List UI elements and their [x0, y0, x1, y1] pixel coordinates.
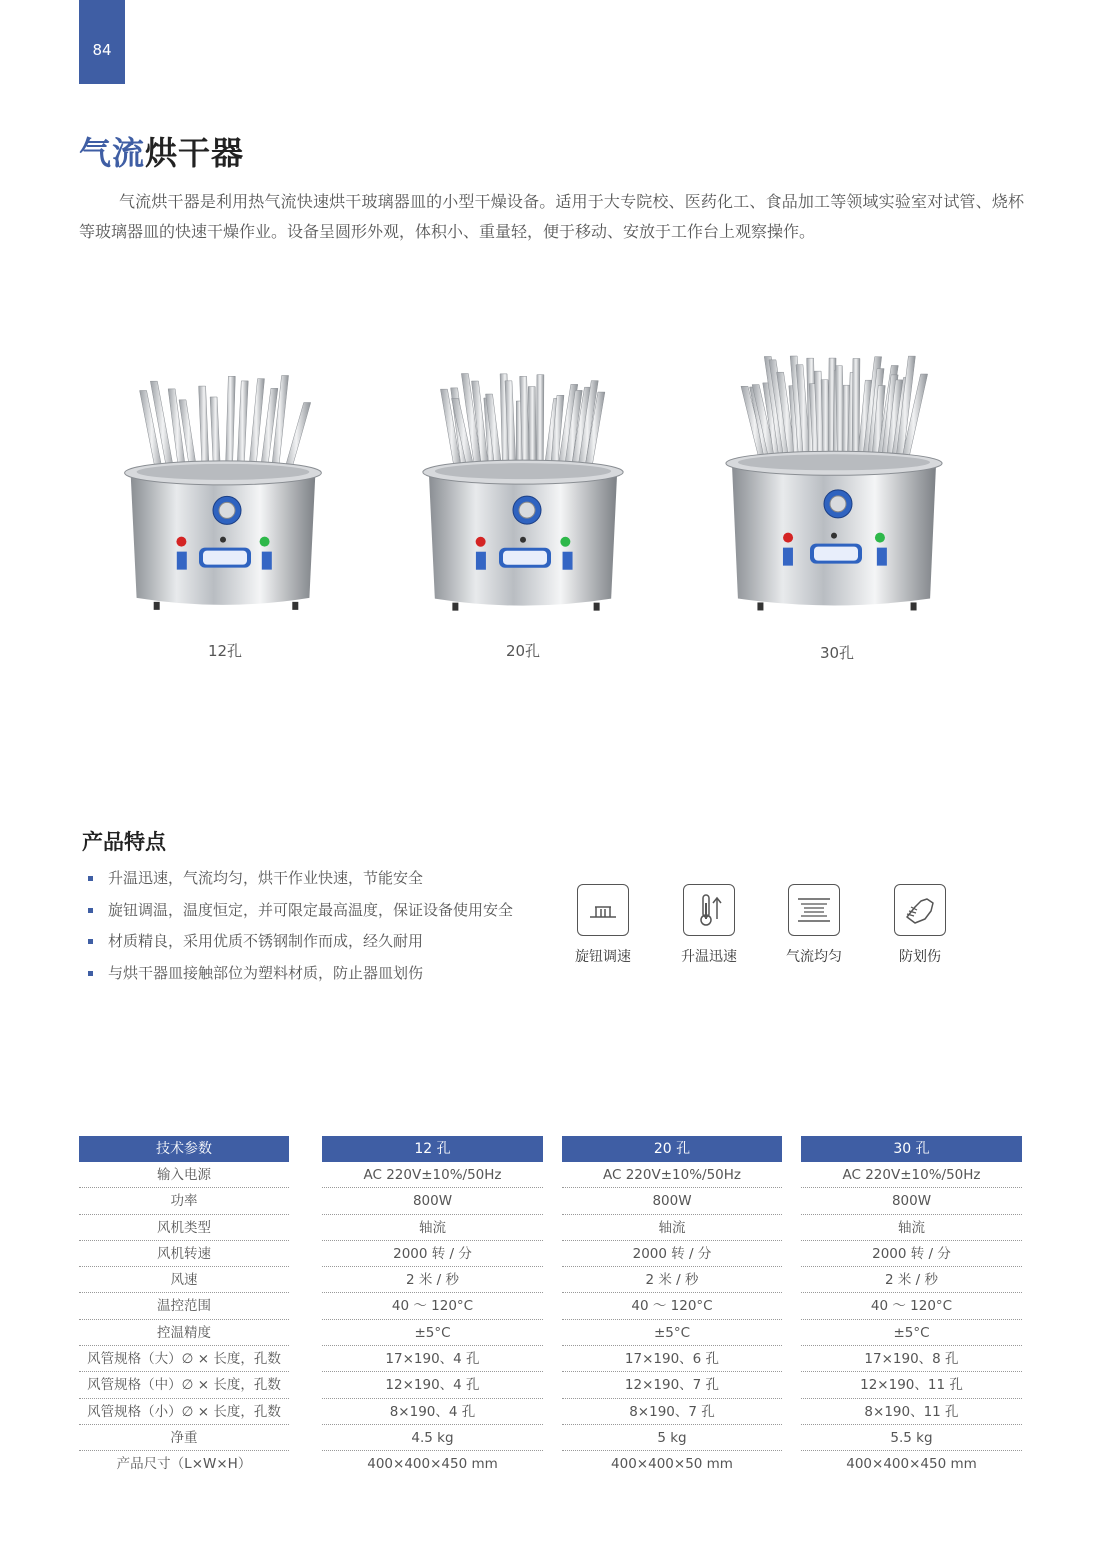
spec-cell: 2000 转 / 分 [801, 1241, 1022, 1267]
product-label-30: 30孔 [819, 644, 855, 662]
feature-item: 与烘干器皿接触部位为塑料材质，防止器皿划伤 [88, 961, 513, 993]
spec-cell: 净重 [79, 1425, 289, 1451]
spec-cell: 风管规格（中）∅ × 长度，孔数 [79, 1372, 289, 1398]
spec-cell: 2 米 / 秒 [322, 1267, 543, 1293]
spec-cell: 40 ～ 120°C [322, 1293, 543, 1319]
spec-cell: 风机转速 [79, 1241, 289, 1267]
spec-cell: 轴流 [322, 1215, 543, 1241]
spec-cell: 风管规格（大）∅ × 长度，孔数 [79, 1346, 289, 1372]
spec-cell: 40 ～ 120°C [801, 1293, 1022, 1319]
spec-cell: 12×190、4 孔 [322, 1372, 543, 1398]
page-number: 84 [92, 41, 112, 59]
icon-label: 升温迅速 [681, 949, 737, 965]
spec-cell: 5 kg [562, 1425, 782, 1451]
dryer-illustration [118, 370, 328, 615]
spec-column-20 [562, 1136, 782, 1478]
spec-cell: 产品尺寸（L×W×H） [116, 1456, 252, 1473]
spec-cell: ±5°C [322, 1320, 543, 1346]
page-title-main: 烘干器 [145, 134, 245, 172]
spec-header: 30 孔 [801, 1136, 1022, 1162]
dryer-illustration [416, 368, 630, 616]
feature-list [88, 866, 513, 992]
glove-icon [894, 884, 946, 936]
features-title: 产品特点 [82, 830, 166, 854]
spec-cell: 17×190、4 孔 [322, 1346, 543, 1372]
feature-item: 升温迅速，气流均匀，烘干作业快速，节能安全 [88, 866, 513, 898]
spec-cell: 5.5 kg [801, 1425, 1022, 1451]
thermometer-icon [683, 884, 735, 936]
spec-cell: 400×400×450 mm [846, 1456, 977, 1473]
spec-cell: 风机类型 [79, 1215, 289, 1241]
spec-cell: AC 220V±10%/50Hz [801, 1162, 1022, 1188]
spec-cell: 2000 转 / 分 [562, 1241, 782, 1267]
feature-icon-item [774, 884, 854, 966]
spec-cell: 8×190、7 孔 [562, 1399, 782, 1425]
spec-cell: 温控范围 [79, 1293, 289, 1319]
spec-cell: 风管规格（小）∅ × 长度，孔数 [79, 1399, 289, 1425]
page-number-tab [79, 0, 125, 84]
spec-cell: 17×190、6 孔 [562, 1346, 782, 1372]
spec-cell: 400×400×450 mm [367, 1456, 498, 1473]
icon-label: 气流均匀 [786, 949, 842, 965]
knob-icon [577, 884, 629, 936]
spec-cell: ±5°C [801, 1320, 1022, 1346]
spec-cell: 轴流 [562, 1215, 782, 1241]
spec-cell: 40 ～ 120°C [562, 1293, 782, 1319]
dryer-illustration [718, 352, 950, 617]
spec-cell: 功率 [79, 1188, 289, 1214]
feature-item: 材质精良，采用优质不锈钢制作而成，经久耐用 [88, 929, 513, 961]
spec-header: 20 孔 [562, 1136, 782, 1162]
spec-column-30 [801, 1136, 1022, 1478]
spec-cell: 800W [322, 1188, 543, 1214]
spec-cell: 输入电源 [79, 1162, 289, 1188]
feature-item: 旋钮调温，温度恒定，并可限定最高温度，保证设备使用安全 [88, 898, 513, 930]
spec-cell: 2 米 / 秒 [801, 1267, 1022, 1293]
spec-cell: 800W [562, 1188, 782, 1214]
airflow-icon [788, 884, 840, 936]
feature-icon-item [669, 884, 749, 966]
spec-cell: 8×190、4 孔 [322, 1399, 543, 1425]
spec-cell: 2 米 / 秒 [562, 1267, 782, 1293]
spec-cell: 控温精度 [79, 1320, 289, 1346]
spec-cell: 800W [801, 1188, 1022, 1214]
spec-cell: AC 220V±10%/50Hz [322, 1162, 543, 1188]
spec-cell: 2000 转 / 分 [322, 1241, 543, 1267]
spec-cell: ±5°C [562, 1320, 782, 1346]
page-title-accent: 气流 [79, 134, 146, 172]
icon-label: 防划伤 [899, 949, 941, 965]
intro-paragraph: 气流烘干器是利用热气流快速烘干玻璃器皿的小型干燥设备。适用于大专院校、医药化工、食品加工等领域实验室对试管、烧杯等玻璃器皿的快速干燥作业。设备呈圆形外观，体积小、重量轻，便于移动、安放于工作台上观察操作。 [79, 192, 1024, 241]
product-image-20 [416, 368, 630, 616]
product-image-30 [718, 352, 950, 617]
feature-icon-item [880, 884, 960, 966]
product-image-12 [118, 370, 328, 615]
page-title [79, 128, 244, 174]
spec-cell: 400×400×50 mm [611, 1456, 733, 1473]
spec-column-params [79, 1136, 289, 1478]
spec-cell: 17×190、8 孔 [801, 1346, 1022, 1372]
spec-cell: 轴流 [801, 1215, 1022, 1241]
spec-column-12 [322, 1136, 543, 1478]
icon-label: 旋钮调速 [575, 949, 631, 965]
spec-cell: 12×190、11 孔 [801, 1372, 1022, 1398]
feature-icon-item [563, 884, 643, 966]
spec-cell: 8×190、11 孔 [801, 1399, 1022, 1425]
spec-cell: AC 220V±10%/50Hz [562, 1162, 782, 1188]
spec-cell: 12×190、7 孔 [562, 1372, 782, 1398]
spec-cell: 风速 [79, 1267, 289, 1293]
spec-header: 12 孔 [322, 1136, 543, 1162]
spec-header: 技术参数 [79, 1136, 289, 1162]
product-label-20: 20孔 [505, 642, 541, 660]
spec-cell: 4.5 kg [322, 1425, 543, 1451]
product-label-12: 12孔 [207, 642, 243, 660]
